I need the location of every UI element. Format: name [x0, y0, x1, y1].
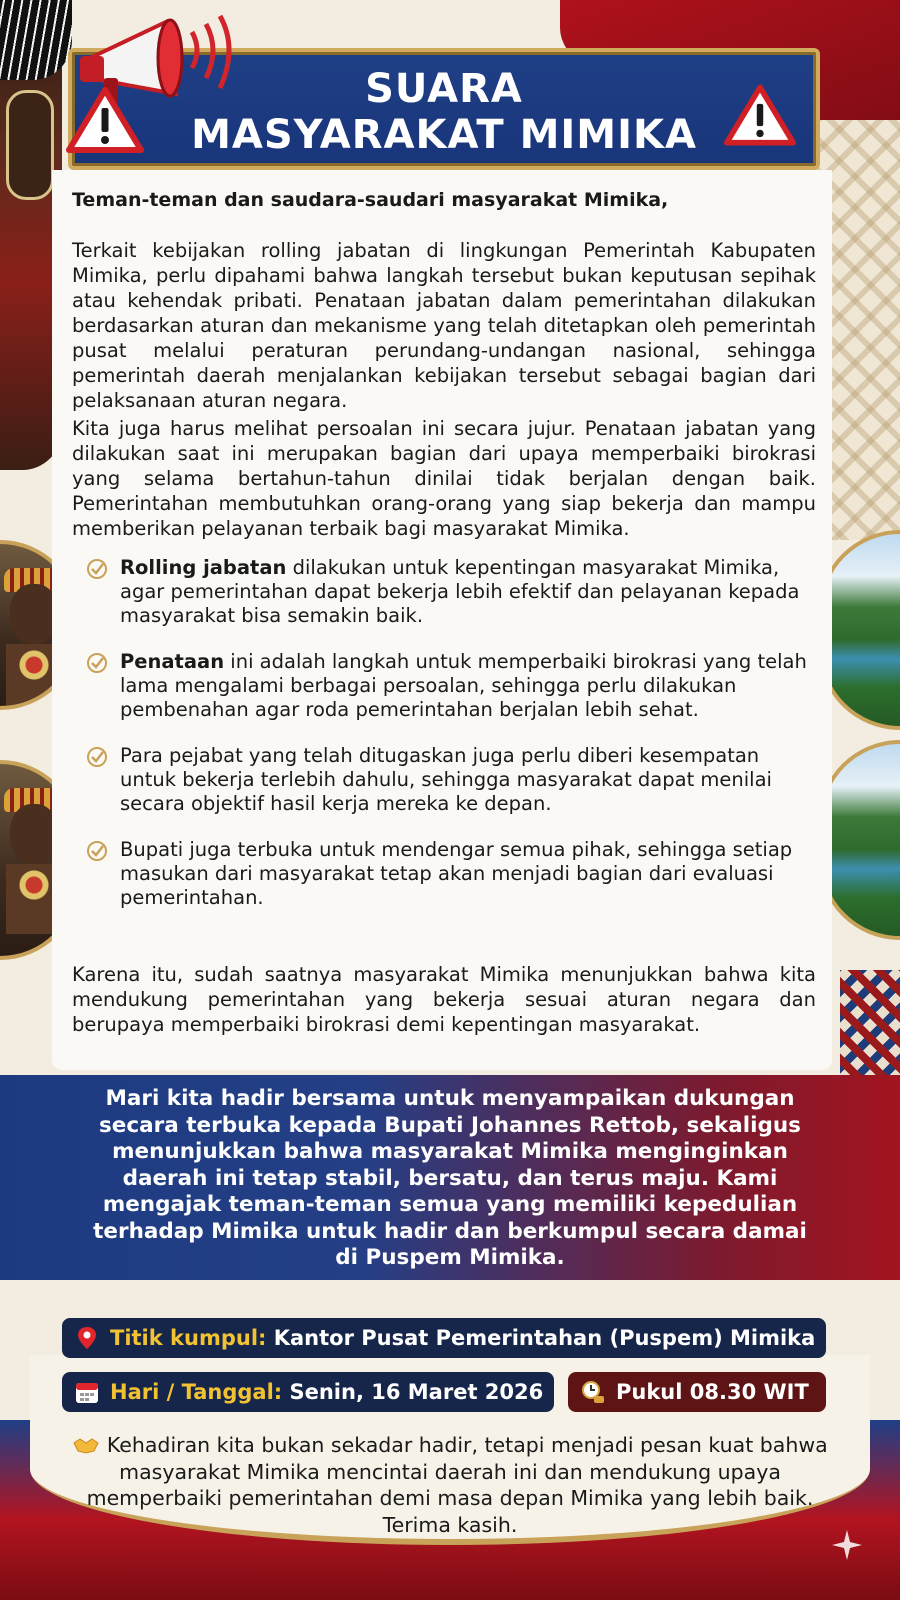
- list-item: [86, 650, 816, 722]
- calendar-icon: [74, 1379, 100, 1405]
- handshake-icon: [72, 1435, 100, 1455]
- greeting: Teman-teman dan saudara-saudari masyarakat Mimika,: [72, 189, 669, 211]
- call-to-action-text: Mari kita hadir bersama untuk menyampaikan dukungan secara terbuka kepada Bupati Johannes Rettob, sekaligus menunjukkan bahwa masyarakat Mimika menginginkan daerah ini tetap stabil, bersatu, dan terus maju. Kami mengajak teman-teman semua yang memiliki kepedulian terhadap Mimika untuk hadir dan berkumpul secara damai di Puspem Mimika.: [93, 1086, 807, 1270]
- location-label: Titik kumpul:: [110, 1326, 267, 1350]
- background-tribal-pattern-lower: [840, 970, 900, 1090]
- time-value: Pukul 08.30 WIT: [616, 1380, 809, 1404]
- list-item: [86, 838, 816, 910]
- bullet-text: dilakukan untuk kepentingan masyarakat Mimika, agar pemerintahan dapat bekerja lebih efektif dan pelayanan kepada masyarakat bisa semakin baik.: [120, 556, 800, 627]
- time-bar: [568, 1372, 826, 1412]
- paragraph-3: Karena itu, sudah saatnya masyarakat Mimika menunjukkan bahwa kita mendukung pemerintahan yang bekerja sesuai aturan negara dan berupaya memperbaiki birokrasi demi kepentingan masyarakat.: [72, 963, 816, 1036]
- map-pin-icon: [74, 1325, 100, 1351]
- clock-icon: [580, 1379, 606, 1405]
- date-bar: [62, 1372, 554, 1412]
- bullet-bold: Rolling jabatan: [120, 556, 287, 579]
- list-item: [86, 556, 816, 628]
- date-value: Senin, 16 Maret 2026: [282, 1380, 544, 1404]
- closing-text: Kehadiran kita bukan sekadar hadir, tetapi menjadi pesan kuat bahwa masyarakat Mimika mencintai daerah ini dan mendukung upaya memperbaiki pemerintahan demi masa depan Mimika yang lebih baik. Terima kasih.: [86, 1433, 828, 1537]
- date-label: Hari / Tanggal:: [110, 1380, 283, 1404]
- bullet-list: [86, 556, 816, 932]
- bullet-text: Bupati juga terbuka untuk mendengar semua pihak, sehingga setiap masukan dari masyarakat tetap akan menjadi bagian dari evaluasi pemerintahan.: [120, 838, 793, 909]
- location-value: Kantor Pusat Pemerintahan (Puspem) Mimika: [266, 1326, 816, 1350]
- location-bar: [62, 1318, 826, 1358]
- warning-icon-left: [66, 86, 144, 154]
- title-line-2: MASYARAKAT MIMIKA: [191, 112, 697, 158]
- check-circle-icon: [86, 746, 108, 768]
- mask-face: [6, 90, 54, 200]
- check-circle-icon: [86, 652, 108, 674]
- bullet-bold: Penataan: [120, 650, 225, 673]
- bullet-text: ini adalah langkah untuk memperbaiki birokrasi yang telah lama mengalami berbagai persoalan, sehingga perlu dilakukan pembenahan agar roda pemerintahan berjalan lebih sehat.: [120, 650, 807, 721]
- paragraph-1: Terkait kebijakan rolling jabatan di lingkungan Pemerintah Kabupaten Mimika, perlu dipahami bahwa langkah tersebut bukan keputusan sepihak atau kehendak pribati. Penataan jabatan dalam pemerintahan dilakukan berdasarkan aturan dan mekanisme yang telah ditetapkan oleh pemerintah pusat melalui peraturan perundang-undangan nasional, sehingga pemerintah daerah menjalankan kebijakan tersebut sebagai bagian dari pelaksanaan aturan negara.: [72, 239, 816, 412]
- list-item: [86, 744, 816, 816]
- check-circle-icon: [86, 840, 108, 862]
- closing-message: [70, 1432, 830, 1538]
- bullet-text: Para pejabat yang telah ditugaskan juga perlu diberi kesempatan untuk bekerja terlebih dahulu, sehingga masyarakat dapat menilai secara objektif hasil kerja mereka ke depan.: [120, 744, 772, 815]
- title-line-1: SUARA: [365, 66, 523, 112]
- sparkle-icon: [832, 1530, 862, 1560]
- check-circle-icon: [86, 558, 108, 580]
- warning-icon-right: [724, 82, 796, 148]
- paragraph-2: Kita juga harus melihat persoalan ini secara jujur. Penataan jabatan yang dilakukan saat ini merupakan bagian dari upaya memperbaiki birokrasi yang selama bertahun-tahun dinilai tidak berjalan dengan baik. Pemerintahan membutuhkan orang-orang yang siap bekerja dan mampu memberikan pelayanan terbaik bagi masyarakat Mimika.: [72, 417, 816, 540]
